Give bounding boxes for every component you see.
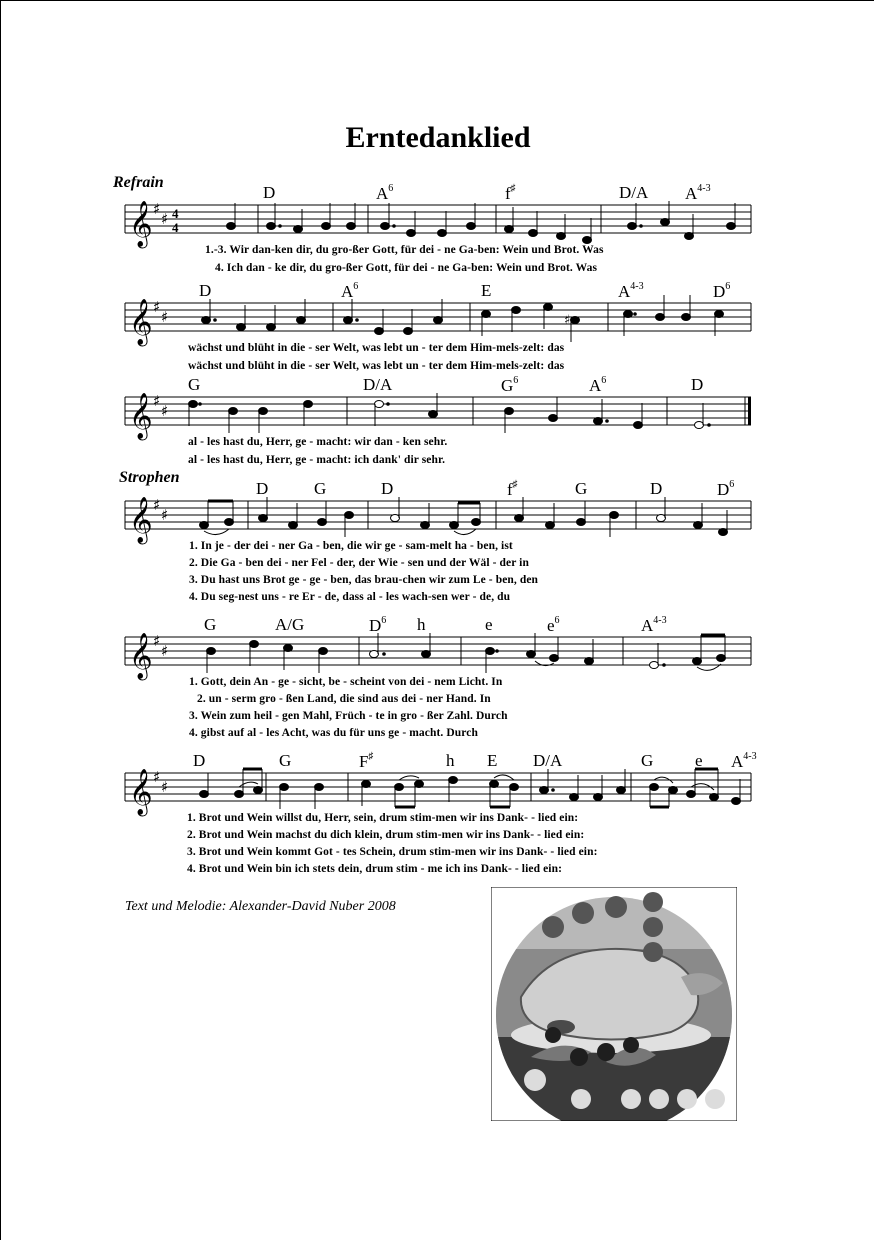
chord-symbol: D	[650, 479, 663, 498]
lyric-line: 4. Du seg-nest uns - re Er - de, dass al - les wach-sen wer - de, du	[189, 591, 511, 603]
refrain-label: Refrain	[113, 174, 164, 191]
staff-system-6	[1, 749, 874, 879]
svg-text:𝄞: 𝄞	[129, 393, 153, 439]
credit-line: Text und Melodie: Alexander-David Nuber 2008	[125, 899, 396, 914]
chord-symbol: $e^6$	[547, 615, 560, 635]
lyric-line: 4. Brot und Wein bin ich stets dein, drum stim - me ich ins Dank- - lied ein:	[187, 863, 562, 875]
lyric-line: 1. Brot und Wein willst du, Herr, sein, drum stim-men wir ins Dank- - lied ein:	[187, 812, 579, 824]
chord-symbol: $G^6$	[501, 375, 519, 395]
chord-symbol: $A^{4-3}$	[641, 615, 667, 635]
svg-text:♯: ♯	[161, 642, 169, 660]
chord-symbol: D	[381, 479, 394, 498]
lyric-line: 3. Wein zum heil - gen Mahl, Früch - te in gro - ßer Zahl. Durch	[189, 710, 508, 722]
chord-symbol: G	[314, 479, 327, 498]
chord-symbol: D	[193, 751, 206, 770]
chord-symbol: A/G	[275, 615, 305, 634]
staff-system-5	[1, 613, 874, 743]
svg-text:𝄞: 𝄞	[129, 201, 153, 247]
chord-symbol: $A^{4-3}$	[685, 183, 711, 203]
svg-text:𝄞: 𝄞	[129, 299, 153, 345]
chord-symbol: $A^{4-3}$	[618, 281, 644, 301]
svg-text:♯: ♯	[161, 308, 169, 326]
svg-text:♯: ♯	[153, 632, 161, 650]
harvest-illustration	[491, 887, 737, 1121]
chord-symbol: D	[691, 375, 704, 394]
lyric-line: 2. Die Ga - ben dei - ner Fel - der, der Wie - sen und der Wäl - der in	[189, 557, 529, 569]
song-title: Erntedanklied	[345, 121, 531, 154]
lyric-line: wächst und blüht in die - ser Welt, was lebt un - ter dem Him-mels-zelt: das	[188, 342, 565, 354]
lyric-line: 2. un - serm gro - ßen Land, die sind aus dei - ner Hand. In	[197, 693, 491, 705]
chord-symbol: G	[204, 615, 217, 634]
chord-symbol: $A^6$	[341, 281, 359, 301]
svg-text:♯: ♯	[153, 392, 161, 410]
chord-symbol: $A^{4-3}$	[731, 751, 757, 771]
chord-symbol: $D^6$	[369, 615, 387, 635]
lyric-line: 3. Brot und Wein kommt Got - tes Schein, drum stim-men wir ins Dank- - lied ein:	[187, 846, 598, 858]
chord-symbol: h	[417, 615, 426, 634]
chord-symbol: h	[446, 751, 455, 770]
chord-symbol: E	[487, 751, 498, 770]
chord-symbol: f♯	[505, 183, 516, 203]
svg-text:♯: ♯	[564, 313, 571, 328]
chord-symbol: e	[695, 751, 703, 770]
chord-symbol: D/A	[533, 751, 563, 770]
lyric-line: 1.-3. Wir dan-ken dir, du gro-ßer Gott, für dei - ne Ga-ben: Wein und Brot. Was	[205, 244, 604, 256]
chord-symbol: G	[575, 479, 588, 498]
staff-system-4	[1, 477, 874, 607]
chord-symbol: G	[641, 751, 654, 770]
lyric-line: 4. Ich dan - ke dir, du gro-ßer Gott, für dei - ne Ga-ben: Wein und Brot. Was	[215, 262, 598, 274]
chord-symbol: f♯	[507, 479, 518, 499]
chord-symbol: D	[263, 183, 276, 202]
lyric-line: 2. Brot und Wein machst du dich klein, drum stim-men wir ins Dank- - lied ein:	[187, 829, 585, 841]
svg-text:♯: ♯	[153, 768, 161, 786]
svg-text:4: 4	[172, 206, 179, 221]
chord-symbol: D	[256, 479, 269, 498]
lyric-line: al - les hast du, Herr, ge - macht: wir dan - ken sehr.	[188, 436, 448, 448]
chord-symbol: E	[481, 281, 492, 300]
lyric-line: al - les hast du, Herr, ge - macht: ich dank' dir sehr.	[188, 454, 446, 466]
chord-symbol: D/A	[619, 183, 649, 202]
svg-text:♯: ♯	[161, 210, 169, 228]
svg-text:♯: ♯	[153, 200, 161, 218]
lyric-line: wächst und blüht in die - ser Welt, was lebt un - ter dem Him-mels-zelt: das	[188, 360, 565, 372]
chord-symbol: e	[485, 615, 493, 634]
chord-symbol: $D^6$	[717, 479, 735, 499]
svg-text:♯: ♯	[153, 496, 161, 514]
svg-text:𝄞: 𝄞	[129, 497, 153, 543]
chord-symbol: D	[199, 281, 212, 300]
strophen-label: Strophen	[119, 469, 180, 486]
chord-symbol: G	[279, 751, 292, 770]
lyric-line: 1. Gott, dein An - ge - sicht, be - scheint von dei - nem Licht. In	[189, 676, 503, 688]
lyric-line: 1. In je - der dei - ner Ga - ben, die wir ge - sam-melt ha - ben, ist	[189, 540, 513, 552]
svg-text:♯: ♯	[161, 506, 169, 524]
svg-text:♯: ♯	[161, 778, 169, 796]
lyric-line: 4. gibst auf al - les Acht, was du für uns ge - macht. Durch	[189, 727, 478, 739]
svg-text:♯: ♯	[161, 402, 169, 420]
svg-text:4: 4	[172, 220, 179, 235]
lyric-line: 3. Du hast uns Brot ge - ge - ben, das brau-chen wir zum Le - ben, den	[189, 574, 539, 586]
svg-text:𝄞: 𝄞	[129, 769, 153, 815]
chord-symbol: G	[188, 375, 201, 394]
svg-text:♯: ♯	[153, 298, 161, 316]
chord-symbol: $A^6$	[376, 183, 394, 203]
chord-symbol: $D^6$	[713, 281, 731, 301]
chord-symbol: $A^6$	[589, 375, 607, 395]
chord-symbol: F♯	[359, 751, 374, 771]
svg-text:𝄞: 𝄞	[129, 633, 153, 679]
chord-symbol: D/A	[363, 375, 393, 394]
